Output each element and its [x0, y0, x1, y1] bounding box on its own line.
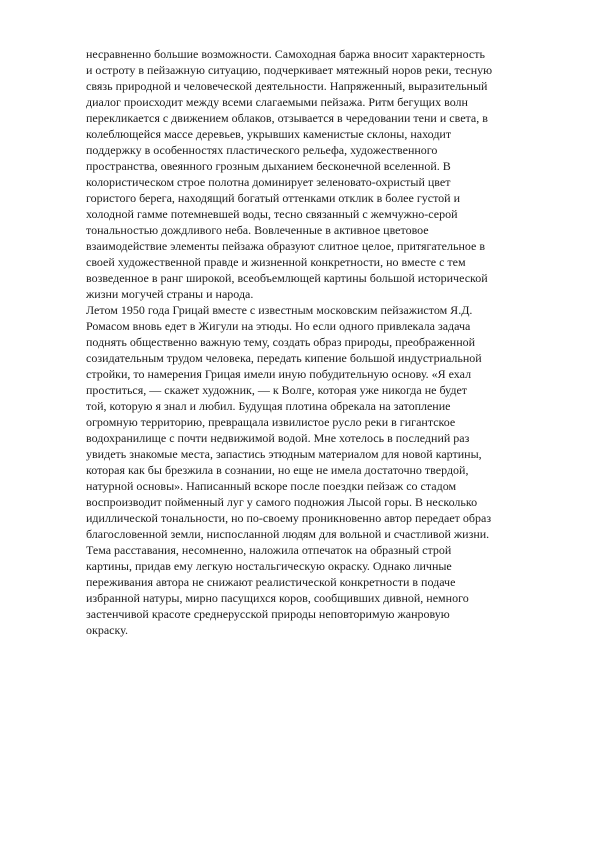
- text-line: колористическом строе полотна доминирует зеленовато-охристый цвет: [86, 175, 451, 189]
- text-line: поднять общественно важную тему, создать образ природы, преображенной: [86, 335, 476, 349]
- text-line: несравненно большие возможности. Самоходная баржа вносит характерность: [86, 47, 485, 61]
- text-line: взаимодействие элементы пейзажа образуют слитное целое, притягательное в: [86, 239, 486, 253]
- text-line: натурной основы». Написанный вскоре после поездки пейзаж со стадом: [86, 479, 457, 493]
- text-line: воспроизводит пойменный луг у самого подножия Лысой горы. В несколько: [86, 495, 478, 509]
- text-line: Летом 1950 года Грицай вместе с известным московским пейзажистом Я.Д.: [86, 303, 473, 317]
- text-line: и остроту в пейзажную ситуацию, подчеркивает мятежный норов реки, тесную: [86, 63, 493, 77]
- body-text: [86, 46, 556, 638]
- text-line: стройки, то намерения Грицая имели иную побудительную основу. «Я ехал: [86, 367, 472, 381]
- text-line: Тема расставания, несомненно, наложила отпечаток на образный строй: [86, 543, 452, 557]
- text-line: благословенной земли, ниспосланной людям для вольной и счастливой жизни.: [86, 527, 490, 541]
- text-line: проститься, — скажет художник, — к Волге, которая уже никогда не будет: [86, 383, 468, 397]
- text-line: своей художественной правде и жизненной конкретности, но вместе с тем: [86, 255, 466, 269]
- text-line: поддержку в особенностях пластического рельефа, художественного: [86, 143, 438, 157]
- text-line: жизни могучей страны и народа.: [86, 287, 254, 301]
- text-line: пространства, овеянного грозным дыханием бесконечной вселенной. В: [86, 159, 451, 173]
- text-line: возведенное в ранг широкой, всеобъемлющей картины большой исторической: [86, 271, 488, 285]
- text-line: Ромасом вновь едет в Жигули на этюды. Но если одного привлекала задача: [86, 319, 471, 333]
- text-line: тональностью дождливого неба. Вовлеченные в активное цветовое: [86, 223, 429, 237]
- text-line: картины, придав ему легкую ностальгическую окраску. Однако личные: [86, 559, 452, 573]
- text-line: той, которую я знал и любил. Будущая плотина обрекала на затопление: [86, 399, 451, 413]
- text-line: которая как бы брезжила в сознании, но еще не имела достаточно твердой,: [86, 463, 469, 477]
- text-line: водохранилище с почти недвижимой водой. Мне хотелось в последний раз: [86, 431, 470, 445]
- text-line: застенчивой красоте среднерусской природы неповторимую жанровую: [86, 607, 450, 621]
- text-line: связь природной и человеческой деятельности. Напряженный, выразительный: [86, 79, 488, 93]
- text-line: увидеть знакомые места, запастись этюдным материалом для новой картины,: [86, 447, 482, 461]
- text-line: созидательным трудом человека, передать кипение большой индустриальной: [86, 351, 482, 365]
- text-line: окраску.: [86, 623, 128, 637]
- text-line: избранной натуры, мирно пасущихся коров, сообщивших дивной, немного: [86, 591, 469, 605]
- text-line: колеблющейся массе деревьев, укрывших каменистые склоны, находит: [86, 127, 452, 141]
- text-line: идиллической тональности, но по-своему проникновенно автор передает образ: [86, 511, 492, 525]
- text-line: диалог происходит между всеми слагаемыми пейзажа. Ритм бегущих волн: [86, 95, 468, 109]
- text-line: перекликается с движением облаков, отзывается в чередовании тени и света, в: [86, 111, 488, 125]
- text-line: переживания автора не снижают реалистической конкретности в подаче: [86, 575, 456, 589]
- text-line: огромную территорию, превращала извилистое русло реки в гигантское: [86, 415, 456, 429]
- text-line: гористого берега, находящий богатый оттенками отклик в более густой и: [86, 191, 461, 205]
- text-line: холодной гамме потемневшей воды, тесно связанный с жемчужно-серой: [86, 207, 458, 221]
